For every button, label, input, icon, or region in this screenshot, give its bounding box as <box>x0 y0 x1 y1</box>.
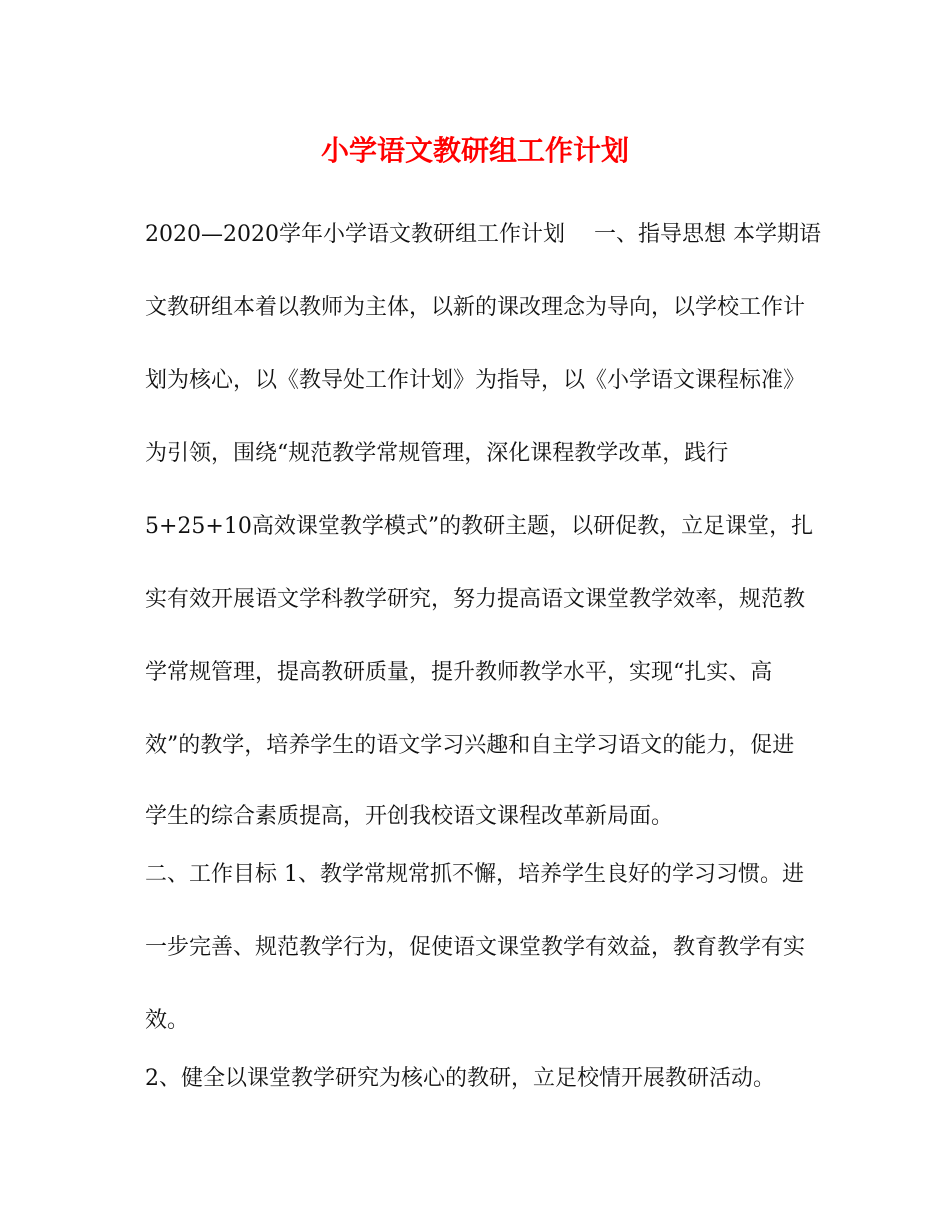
body-line: 5+25+10高效课堂教学模式”的教研主题，以研促教，立足课堂，扎 <box>145 514 814 539</box>
body-line: 二、工作目标 1、教学常规常抓不懈，培养学生良好的学习习惯。进 <box>145 862 804 887</box>
body-line: 2020—2020学年小学语文教研组工作计划 一、指导思想 本学期语 <box>145 222 821 247</box>
body-line: 为引领，围绕“规范教学常规管理，深化课程教学改革，践行 <box>145 441 729 466</box>
body-line: 文教研组本着以教师为主体，以新的课改理念为导向，以学校工作计 <box>145 295 806 320</box>
body-line: 划为核心，以《教导处工作计划》为指导，以《小学语文课程标准》 <box>145 368 806 393</box>
body-line: 实有效开展语文学科教学研究，努力提高语文课堂教学效率，规范教 <box>145 587 806 612</box>
body-line: 学生的综合素质提高，开创我校语文课程改革新局面。 <box>145 804 674 829</box>
document-title: 小学语文教研组工作计划 <box>320 134 629 167</box>
body-line: 效。 <box>145 1008 190 1033</box>
body-line: 一步完善、规范教学行为，促使语文课堂教学有效益，教育教学有实 <box>145 935 806 960</box>
body-line: 学常规管理，提高教研质量，提升教师教学水平，实现“扎实、高 <box>145 660 773 685</box>
body-line: 2、健全以课堂教学研究为核心的教研，立足校情开展教研活动。 <box>145 1066 775 1091</box>
body-line: 效”的教学，培养学生的语文学习兴趣和自主学习语文的能力，促进 <box>145 733 795 758</box>
